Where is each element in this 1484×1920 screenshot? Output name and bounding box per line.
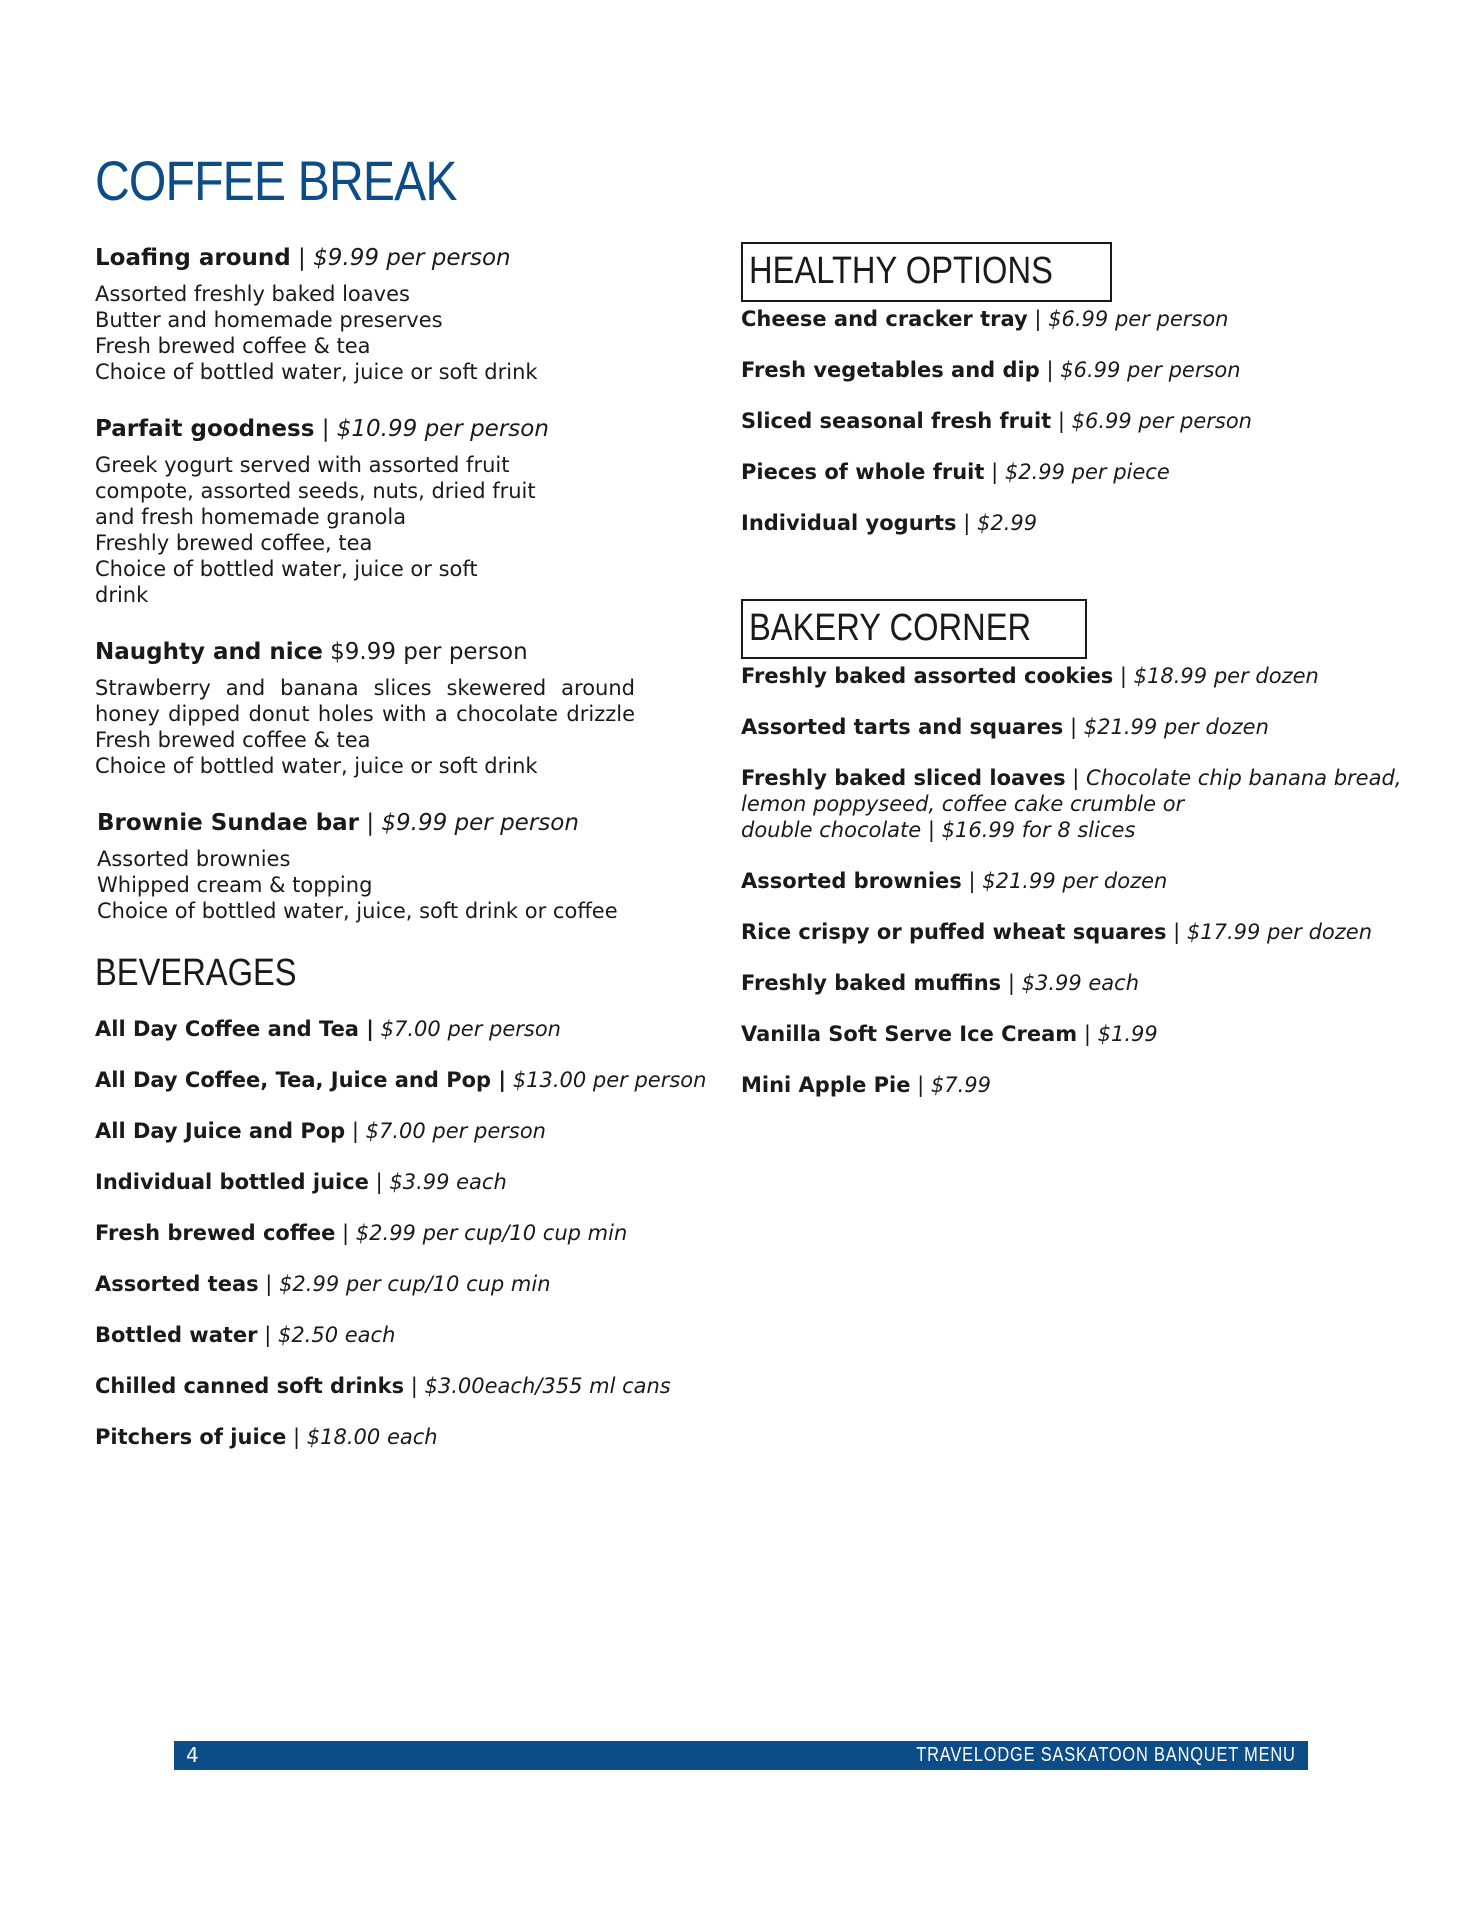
beverage-item bbox=[95, 1016, 695, 1042]
package-price: $9.99 per person bbox=[381, 810, 579, 836]
separator bbox=[506, 1068, 513, 1092]
bakery-item bbox=[741, 868, 1401, 894]
description-line: Strawberry and banana slices skewered around bbox=[95, 676, 635, 700]
footer-bar bbox=[174, 1741, 1308, 1770]
item-name: All Day Coffee and Tea | bbox=[95, 1017, 374, 1041]
package-price: $9.99 per person bbox=[313, 245, 511, 271]
item-name: Pitchers of juice bbox=[95, 1425, 287, 1449]
item-price: $21.99 per dozen bbox=[982, 869, 1168, 893]
package-description bbox=[97, 846, 695, 924]
item-name: Individual yogurts bbox=[741, 511, 957, 535]
item-price: $6.99 per person bbox=[1071, 409, 1252, 433]
separator: | bbox=[1113, 664, 1134, 688]
item-name: Vanilla Soft Serve Ice Cream bbox=[741, 1022, 1078, 1046]
package-name: Loafing around bbox=[95, 245, 291, 271]
separator: | bbox=[1001, 971, 1022, 995]
bakery-item bbox=[741, 919, 1401, 945]
description-line: drink bbox=[95, 583, 149, 607]
healthy-item bbox=[741, 510, 1401, 536]
item-price: $6.99 per person bbox=[1060, 358, 1241, 382]
left-column bbox=[95, 242, 707, 1475]
item-price: $2.99 per cup/10 cup min bbox=[355, 1221, 628, 1245]
separator: | bbox=[368, 1170, 390, 1194]
description-line: Choice of bottled water, juice or soft drink bbox=[95, 360, 538, 384]
beverage-item bbox=[95, 1373, 695, 1399]
item-description-line: double chocolate | $16.99 for 8 slices bbox=[741, 818, 1136, 842]
item-name: Pieces of whole fruit bbox=[741, 460, 985, 484]
description-line: Choice of bottled water, juice or soft bbox=[95, 557, 478, 581]
description-line: compote, assorted seeds, nuts, dried fruit bbox=[95, 479, 536, 503]
separator: | bbox=[286, 1425, 307, 1449]
item-price: $1.99 bbox=[1097, 1022, 1158, 1046]
item-name: Individual bottled juice bbox=[95, 1170, 369, 1194]
healthy-item bbox=[741, 306, 1401, 332]
item-price: $3.99 each bbox=[389, 1170, 507, 1194]
bakery-corner-list bbox=[741, 663, 1401, 1098]
description-line: Assorted brownies bbox=[97, 847, 291, 871]
package-parfait-goodness bbox=[95, 413, 695, 608]
bakery-item bbox=[741, 663, 1401, 689]
separator: | bbox=[257, 1323, 278, 1347]
separator: | bbox=[258, 1272, 280, 1296]
description-line: Choice of bottled water, juice, soft drink or coffee bbox=[97, 899, 618, 923]
separator: | bbox=[1051, 409, 1072, 433]
package-name: Naughty and nice bbox=[95, 639, 323, 665]
package-price: $10.99 per person bbox=[336, 416, 549, 442]
bakery-item bbox=[741, 714, 1401, 740]
item-description-line: lemon poppyseed, coffee cake crumble or bbox=[741, 792, 1185, 816]
separator: | bbox=[314, 416, 337, 442]
separator: | bbox=[1065, 766, 1087, 790]
separator: | bbox=[1077, 1022, 1098, 1046]
separator: | bbox=[1063, 715, 1084, 739]
beverage-item bbox=[95, 1271, 695, 1297]
right-column bbox=[741, 242, 1401, 1123]
description-line: Whipped cream & topping bbox=[97, 873, 373, 897]
description-line: Freshly brewed coffee, tea bbox=[95, 531, 373, 555]
item-price: $2.99 bbox=[976, 511, 1038, 535]
healthy-item bbox=[741, 459, 1401, 485]
separator: | bbox=[1166, 920, 1187, 944]
healthy-item bbox=[741, 408, 1401, 434]
item-price: $18.99 per dozen bbox=[1133, 664, 1319, 688]
description-line: Choice of bottled water, juice or soft drink bbox=[95, 754, 538, 778]
bakery-item bbox=[741, 970, 1401, 996]
separator: | bbox=[1039, 358, 1061, 382]
separator: | bbox=[290, 245, 314, 271]
item-name: Freshly baked muffins bbox=[741, 971, 1002, 995]
item-name: Assorted tarts and squares bbox=[741, 715, 1064, 739]
separator: | bbox=[961, 869, 983, 893]
item-name: All Day Coffee, Tea, Juice and Pop | bbox=[95, 1068, 507, 1092]
separator: | bbox=[1027, 307, 1049, 331]
item-name: Sliced seasonal fresh fruit bbox=[741, 409, 1052, 433]
item-price: Chocolate chip banana bread, bbox=[1086, 766, 1402, 790]
item-name: All Day Juice and Pop bbox=[95, 1119, 346, 1143]
description-line: Fresh brewed coffee & tea bbox=[95, 334, 371, 358]
separator: | bbox=[910, 1073, 931, 1097]
beverage-item bbox=[95, 1424, 695, 1450]
item-name: Assorted teas bbox=[95, 1272, 259, 1296]
description-line: Butter and homemade preserves bbox=[95, 308, 443, 332]
healthy-options-list bbox=[741, 306, 1401, 536]
beverage-item bbox=[95, 1067, 707, 1093]
item-price: $17.99 per dozen bbox=[1186, 920, 1373, 944]
description-line: Assorted freshly baked loaves bbox=[95, 282, 410, 306]
footer-title: TRAVELODGE SASKATOON BANQUET MENU bbox=[916, 1744, 1296, 1766]
description-line: Greek yogurt served with assorted fruit bbox=[95, 453, 510, 477]
item-name: Rice crispy or puffed wheat squares bbox=[741, 920, 1167, 944]
bakery-item bbox=[741, 1021, 1401, 1047]
item-name: Freshly baked assorted cookies bbox=[741, 664, 1114, 688]
page-number: 4 bbox=[186, 1743, 199, 1767]
item-name: Bottled water bbox=[95, 1323, 258, 1347]
item-name: Fresh brewed coffee bbox=[95, 1221, 336, 1245]
separator: | bbox=[359, 810, 382, 836]
package-name: Parfait goodness bbox=[95, 416, 315, 442]
package-name: Brownie Sundae bar bbox=[97, 810, 360, 836]
separator: | bbox=[345, 1119, 366, 1143]
bakery-item bbox=[741, 765, 1401, 843]
beverage-item bbox=[95, 1220, 695, 1246]
item-price: $2.99 per cup/10 cup min bbox=[279, 1272, 551, 1296]
item-name: Assorted brownies bbox=[741, 869, 962, 893]
beverages-heading: BEVERAGES bbox=[95, 952, 297, 994]
item-name: Mini Apple Pie bbox=[741, 1073, 911, 1097]
beverage-item bbox=[95, 1322, 695, 1348]
page-title: COFFEE BREAK bbox=[95, 149, 457, 212]
description-line: and fresh homemade granola bbox=[95, 505, 407, 529]
description-line: honey dipped donut holes with a chocolate drizzle bbox=[95, 702, 635, 726]
beverages-list bbox=[95, 1016, 707, 1450]
bakery-item bbox=[741, 1072, 1401, 1098]
package-brownie-sundae-bar bbox=[95, 807, 695, 924]
item-price: $13.00 per person bbox=[512, 1068, 707, 1092]
package-description bbox=[95, 452, 695, 608]
item-price: $2.50 each bbox=[277, 1323, 396, 1347]
item-name: Fresh vegetables and dip bbox=[741, 358, 1040, 382]
item-name: Chilled canned soft drinks bbox=[95, 1374, 405, 1398]
item-price: $3.99 each bbox=[1021, 971, 1140, 995]
description-line: Fresh brewed coffee & tea bbox=[95, 728, 371, 752]
bakery-corner-heading: BAKERY CORNER bbox=[741, 599, 1087, 659]
item-name: Cheese and cracker tray bbox=[741, 307, 1028, 331]
separator: | bbox=[984, 460, 1005, 484]
item-price: $21.99 per dozen bbox=[1083, 715, 1269, 739]
item-price: $2.99 per piece bbox=[1004, 460, 1170, 484]
item-price: $3.00each/355 ml cans bbox=[424, 1374, 671, 1398]
package-loafing-around bbox=[95, 242, 695, 385]
item-price: $6.99 per person bbox=[1048, 307, 1229, 331]
item-price: $7.00 per person bbox=[380, 1017, 561, 1041]
healthy-item bbox=[741, 357, 1401, 383]
separator: | bbox=[335, 1221, 356, 1245]
healthy-options-heading: HEALTHY OPTIONS bbox=[741, 242, 1112, 302]
beverage-item bbox=[95, 1169, 695, 1195]
separator: | bbox=[956, 511, 977, 535]
package-description bbox=[95, 281, 695, 385]
item-price: $7.00 per person bbox=[365, 1119, 546, 1143]
package-description bbox=[95, 675, 695, 779]
item-price: $7.99 bbox=[930, 1073, 992, 1097]
item-name: Freshly baked sliced loaves bbox=[741, 766, 1066, 790]
beverage-item bbox=[95, 1118, 695, 1144]
separator: | bbox=[404, 1374, 425, 1398]
package-naughty-and-nice bbox=[95, 636, 695, 779]
package-price: $9.99 per person bbox=[330, 639, 528, 665]
separator bbox=[374, 1017, 381, 1041]
item-price: $18.00 each bbox=[306, 1425, 438, 1449]
